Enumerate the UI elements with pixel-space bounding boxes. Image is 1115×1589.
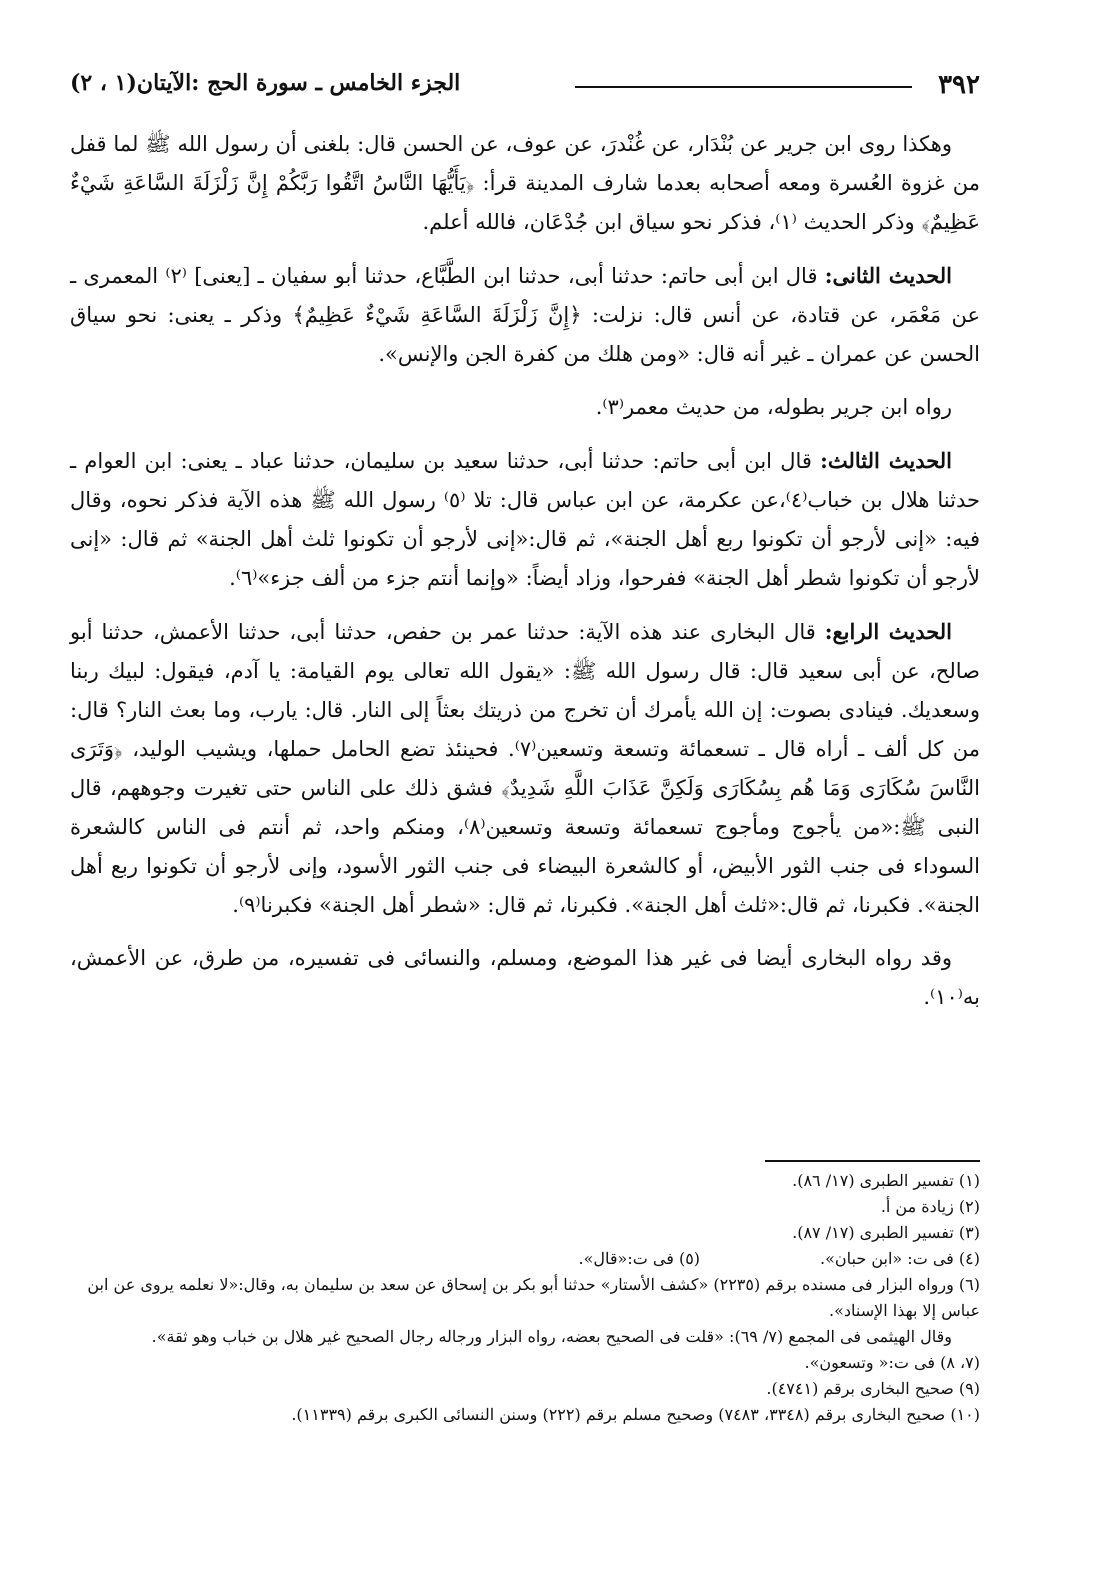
paragraph-3 bbox=[70, 388, 980, 427]
paragraph-1 bbox=[70, 125, 980, 242]
footnote-2: (٢) زيادة من أ. bbox=[880, 1197, 980, 1216]
paragraph-text: قال ابن أبى حاتم: حدثنا أبى، حدثنا سعيد بن سليمان، حدثنا عباد ـ يعنى: ابن العوام ـ حدثنا هلال بن خباب⁽٤⁾،عن عكرمة، عن ابن عباس قال: تلا ⁽٥⁾ رسول الله ﷺ هذه الآية فذكر نحوه، وقال فيه: «إنى لأرجو أن تكونوا ربع أهل الجنة»، ثم قال:«إنى لأرجو أن تكونوا ثلث أهل الجنة» ثم قال: «إنى لأرجو أن تكونوا شطر أهل الجنة» ففرحوا، وزاد أيضاً: «وإنما أنتم جزء من ألف جزء»⁽٦⁾. bbox=[70, 449, 980, 590]
paragraph-text: وقد رواه البخارى أيضا فى غير هذا الموضع، ومسلم، والنسائى فى تفسيره، من طرق، عن الأعمش، به⁽١٠⁾. bbox=[70, 946, 980, 1009]
footnote-4: (٤) فى ت: «ابن حبان». bbox=[820, 1249, 980, 1268]
footnote-row-4-5 bbox=[70, 1246, 980, 1272]
footnote-7-8: (٧، ٨) فى ت:« وتسعون». bbox=[804, 1353, 980, 1372]
footnote-10: (١٠) صحيح البخارى برقم (٣٣٤٨، ٧٤٨٣) وصحيح مسلم برقم (٢٢٢) وسنن النسائى الكبرى برقم (١١٣٣٩). bbox=[291, 1405, 980, 1424]
paragraph-hadith-2 bbox=[70, 256, 980, 374]
main-text bbox=[70, 125, 980, 1031]
footnote-6: (٦) ورواه البزار فى مسنده برقم (٢٢٣٥) «كشف الأستار» حدثنا أبو بكر بن إسحاق عن سعد بن سليمان به، وقال:«لا نعلمه يروى عن ابن عباس إلا بهذا الإسناد». bbox=[87, 1275, 980, 1320]
paragraph-6 bbox=[70, 939, 980, 1017]
footnotes bbox=[70, 1168, 980, 1428]
hadith-heading: الحديث الثالث: bbox=[820, 448, 952, 473]
footnote-5: (٥) فى ت:«قال». bbox=[578, 1249, 701, 1268]
paragraph-text: وهكذا روى ابن جرير عن بُنْدَار، عن غُنْدرَ، عن عوف، عن الحسن قال: بلغنى أن رسول الله ﷺ لما قفل من غزوة العُسرة ومعه أصحابه بعدما شارف المدينة قرأ: ﴿يَأَيُّهَا النَّاسُ اتَّقُوا رَبَّكُمْ إِنَّ زَلْزَلَةَ السَّاعَةِ شَيْءٌ عَظِيمٌ﴾ وذكر الحديث ⁽١⁾، فذكر نحو سياق ابن جُدْعَان، فالله أعلم. bbox=[70, 132, 980, 234]
paragraph-hadith-3 bbox=[70, 441, 980, 598]
footnote-1: (١) تفسير الطبرى (١٧/ ٨٦). bbox=[792, 1171, 980, 1190]
page-number: ٣٩٢ bbox=[938, 70, 980, 100]
hadith-heading: الحديث الرابع: bbox=[824, 619, 953, 644]
footnote-separator bbox=[765, 1160, 980, 1162]
header-rule bbox=[575, 86, 912, 88]
hadith-heading: الحديث الثانى: bbox=[824, 263, 953, 288]
running-title: الجزء الخامس ـ سورة الحج :الآيتان(١ ، ٢) bbox=[70, 70, 461, 96]
paragraph-hadith-4 bbox=[70, 612, 980, 925]
footnote-9: (٩) صحيح البخارى برقم (٤٧٤١). bbox=[766, 1379, 980, 1398]
footnote-3: (٣) تفسير الطبرى (١٧/ ٨٧). bbox=[792, 1223, 980, 1242]
page-header bbox=[70, 70, 980, 104]
paragraph-text: قال ابن أبى حاتم: حدثنا أبى، حدثنا ابن الطَّبَّاع، حدثنا أبو سفيان ـ [يعنى] ⁽٢⁾ المعمرى ـ عن مَعْمَر، عن قتادة، عن أنس قال: نزلت: ﴿إِنَّ زَلْزَلَةَ السَّاعَةِ شَيْءٌ عَظِيمٌ﴾ وذكر ـ يعنى: نحو سياق الحسن عن عمران ـ غير أنه قال: «ومن هلك من كفرة الجن والإنس». bbox=[70, 264, 980, 366]
paragraph-text: قال البخارى عند هذه الآية: حدثنا عمر بن حفص، حدثنا أبى، حدثنا الأعمش، حدثنا أبو صالح، عن أبى سعيد قال: قال رسول الله ﷺ: «يقول الله تعالى يوم القيامة: يا آدم، فيقول: لبيك ربنا وسعديك. فينادى بصوت: إن الله يأمرك أن تخرج من ذريتك بعثاً إلى النار. قال: يارب، وما بعث النار؟ قال: من كل ألف ـ أراه قال ـ تسعمائة وتسعة وتسعين⁽٧⁾. فحينئذ تضع الحامل حملها، ويشيب الوليد، ﴿وَتَرَى النَّاسَ سُكَارَى وَمَا هُم بِسُكَارَى وَلَكِنَّ عَذَابَ اللَّهِ شَدِيدٌ﴾ فشق ذلك على الناس حتى تغيرت وجوههم، قال النبى ﷺ:«من يأجوج ومأجوج تسعمائة وتسعة وتسعين⁽٨⁾، ومنكم واحد، ثم أنتم فى الناس كالشعرة السوداء فى جنب الثور الأبيض، أو كالشعرة البيضاء فى جنب الثور الأسود، وإنى لأرجو أن تكونوا ربع أهل الجنة». فكبرنا، ثم قال:«ثلث أهل الجنة». فكبرنا، ثم قال: «شطر أهل الجنة» فكبرنا⁽٩⁾. bbox=[70, 620, 980, 917]
footnote-6-continuation: وقال الهيثمى فى المجمع (٧/ ٦٩): «قلت فى الصحيح بعضه، رواه البزار ورجاله رجال الصحيح غير هلال بن خباب وهو ثقة». bbox=[151, 1327, 952, 1346]
paragraph-text: رواه ابن جرير بطوله، من حديث معمر⁽٣⁾. bbox=[595, 395, 952, 419]
